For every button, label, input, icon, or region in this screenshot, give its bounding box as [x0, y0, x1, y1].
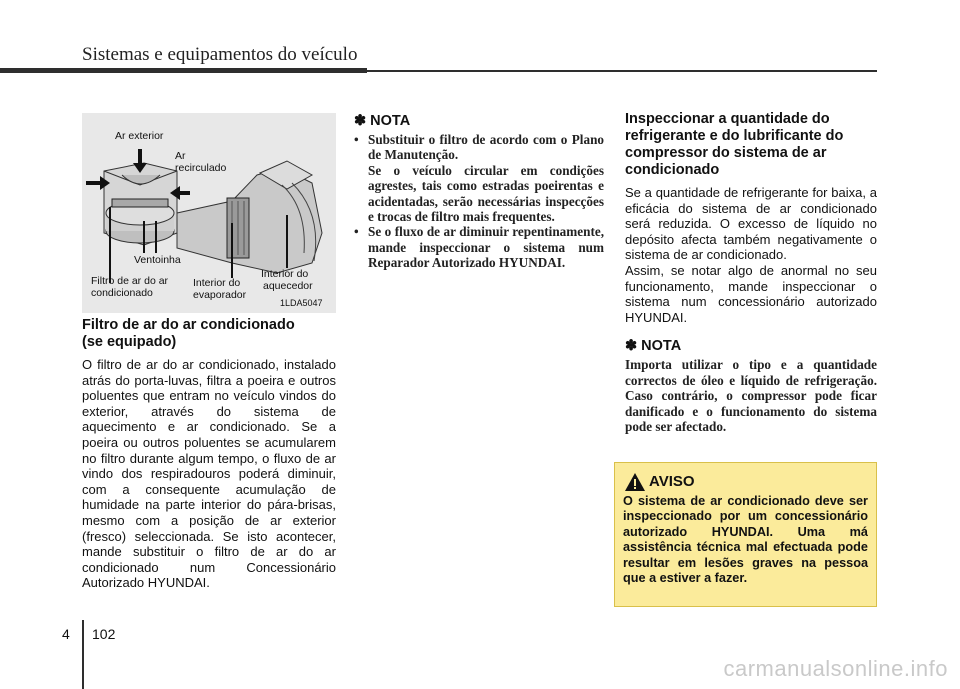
- header-bar: [0, 68, 367, 73]
- section-heading-filter-sub: (se equipado): [82, 334, 177, 350]
- label-evaporator-line2: evaporador: [193, 289, 247, 301]
- header-rule: [367, 70, 877, 72]
- nota-heading-2: ✽ NOTA: [625, 338, 682, 355]
- watermark: carmanualsonline.info: [723, 656, 948, 681]
- label-recirc-line2: recirculado: [175, 162, 227, 174]
- left-column: [82, 317, 336, 591]
- page-header-title: Sistemas e equipamentos do veículo: [82, 44, 358, 65]
- page-number-divider: [82, 620, 84, 689]
- section-heading-refrigerant: Inspeccionar a quantidade do refrigerante e do lubrificante do compressor do sistema de ar condicionado: [625, 111, 844, 178]
- chapter-number: 4: [62, 626, 70, 642]
- bullet-2: •: [354, 224, 359, 240]
- middle-column: [354, 112, 604, 271]
- page-number: 102: [92, 626, 116, 642]
- figure-code: 1LDA5047: [280, 298, 323, 308]
- label-filter-line1: Filtro de ar do ar: [91, 275, 169, 287]
- nota-item-2-text: Se o fluxo de ar diminuir repentinamente, mande inspeccionar o sistema num Reparador Autorizado HYUNDAI.: [368, 224, 604, 271]
- label-heater-line1: Interior do: [261, 268, 309, 280]
- nota-body-2: Importa utilizar o tipo e a quantidade correctos de óleo e líquido de refrigeração. Caso contrário, o compressor pode ficar danificado e o funcionamento do sistema pode ser afectado.: [625, 357, 877, 434]
- nota-item-1b-text: Se o veículo circular em condições agrestes, tais como estradas poeirentas e acidentadas, serão necessárias inspecções e trocas de filtro mais frequentes.: [368, 162, 604, 225]
- nota-item-1-text: Substituir o filtro de acordo com o Plano de Manutenção.: [368, 132, 604, 163]
- refrigerant-body-2: Assim, se notar algo de anormal no seu funcionamento, mande inspeccionar o sistema num concessionário autorizado HYUNDAI.: [625, 262, 877, 325]
- warning-text: O sistema de ar condicionado deve ser inspeccionado por um concessionário autorizado HYUNDAI. Uma má assistência técnica mal efectuada pode resultar em lesões graves na pessoa que a estiver a fazer.: [623, 494, 868, 586]
- nota-item-1-wrap: [368, 132, 604, 224]
- label-filter-line2: condicionado: [91, 287, 153, 299]
- label-recirc-line1: Ar: [175, 150, 186, 162]
- nota-heading-1: ✽ NOTA: [354, 113, 411, 129]
- label-evaporator-line1: Interior do: [193, 277, 241, 289]
- section-heading-filter: Filtro de ar do ar condicionado: [82, 317, 295, 333]
- filter-body-text: O filtro de ar do ar condicionado, instalado atrás do porta-luvas, filtra a poeira e outros poluentes que entram no veículo vindos do exterior, através do sistema de aquecimento e ar condicionado. Se a poeira ou outros poluentes se acumularem no filtro durante algum tempo, o fluxo de ar vindo dos respiradouros poderá diminuir, com a consequente acumulação de humidade na parte interior do pára-brisas, mesmo com a posição de ar exterior (fresco) seleccionada. Se isto acontecer, mande substituir o filtro de ar do ar condicionado num Concessionário Autorizado HYUNDAI.: [82, 357, 336, 591]
- refrigerant-body-1: Se a quantidade de refrigerante for baixa, a eficácia do sistema de ar condicionado será reduzida. O excesso de líquido no depósito afecta também negativamente o sistema de ar condicionado.: [625, 185, 877, 263]
- label-heater-line2: aquecedor: [263, 280, 313, 292]
- nota-item-2: [354, 224, 604, 270]
- hvac-filter-illustration: [82, 113, 336, 313]
- warning-box: [614, 462, 877, 607]
- warning-title: AVISO: [649, 473, 695, 490]
- warning-triangle-icon: [624, 472, 646, 492]
- label-outside-air: Ar exterior: [115, 130, 164, 142]
- right-column: [625, 111, 877, 434]
- nota-item-1: [354, 132, 604, 224]
- label-blower: Ventoinha: [134, 254, 181, 266]
- bullet-1: •: [354, 132, 359, 147]
